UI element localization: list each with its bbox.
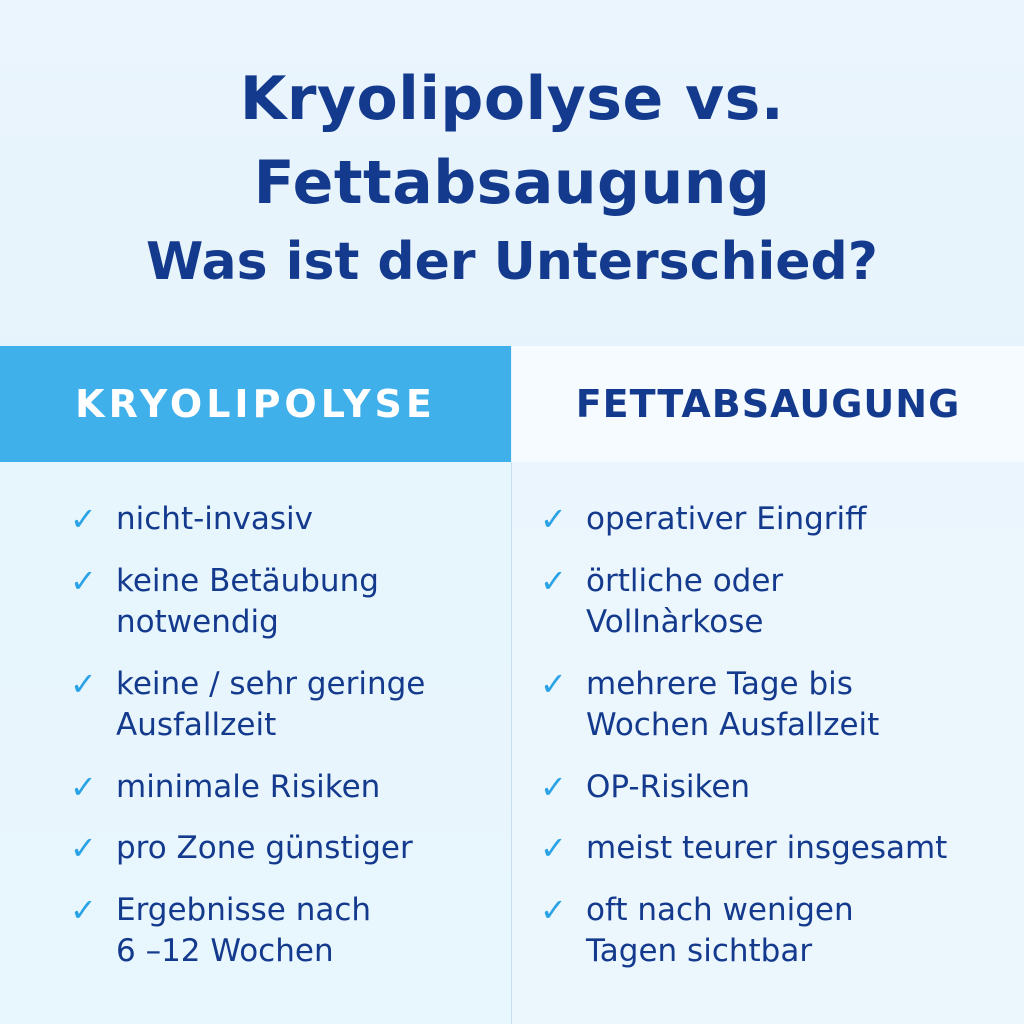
item-label: minimale Risiken	[116, 769, 381, 805]
list-kryolipolyse	[0, 462, 511, 1024]
column-heading-kryolipolyse: KRYOLIPOLYSE	[0, 346, 511, 462]
item-label: örtliche oder Vollnàrkose	[586, 563, 784, 640]
list-fettabsaugung	[512, 462, 1024, 1024]
item-label: oft nach wenigen Tagen sichtbar	[586, 892, 854, 969]
check-icon: ✓	[70, 768, 97, 806]
check-icon: ✓	[70, 562, 97, 600]
item-label: OP-Risiken	[586, 769, 751, 805]
item-label: operativer Eingriff	[586, 501, 867, 537]
check-icon: ✓	[70, 665, 97, 703]
check-icon: ✓	[70, 891, 97, 929]
check-icon: ✓	[540, 562, 567, 600]
check-icon: ✓	[70, 829, 97, 867]
title-line-1: Kryolipolyse vs.	[239, 64, 785, 134]
check-icon: ✓	[540, 500, 567, 538]
item-label: meist teurer insgesamt	[586, 830, 948, 866]
item-label: mehrere Tage bis Wochen Ausfallzeit	[586, 666, 880, 743]
title-line-2: Fettabsaugung	[253, 148, 771, 218]
column-heading-fettabsaugung: FETTABSAUGUNG	[512, 346, 1024, 462]
check-icon: ✓	[540, 829, 567, 867]
item-label: keine Betäubung notwendig	[116, 563, 379, 640]
check-icon: ✓	[540, 891, 567, 929]
subtitle: Was ist der Unterschied?	[146, 232, 878, 292]
item-label: Ergebnisse nach 6 –12 Wochen	[116, 892, 372, 969]
item-label: pro Zone günstiger	[116, 830, 413, 866]
comparison-table	[0, 346, 1024, 1024]
check-icon: ✓	[540, 665, 567, 703]
item-label: nicht-invasiv	[116, 501, 314, 537]
check-icon: ✓	[70, 500, 97, 538]
header	[0, 0, 1024, 345]
check-icon: ✓	[540, 768, 567, 806]
item-label: keine / sehr geringe Ausfallzeit	[116, 666, 426, 743]
